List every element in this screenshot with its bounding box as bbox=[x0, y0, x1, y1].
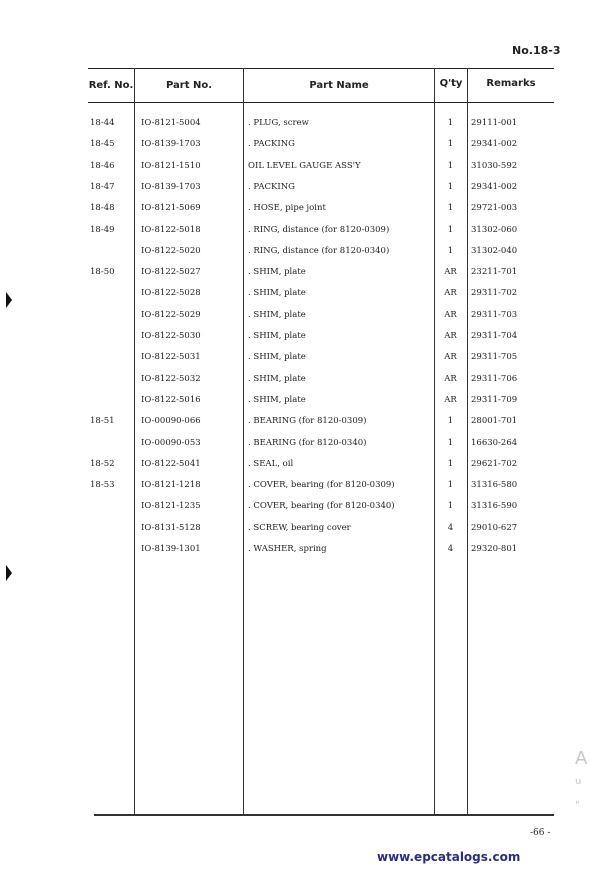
ref-cell: 18-50 bbox=[90, 267, 115, 278]
remarks-cell: 29320-801 bbox=[471, 544, 518, 554]
table-row bbox=[88, 263, 554, 284]
qty-cell: 1 bbox=[447, 480, 454, 491]
table-row bbox=[88, 157, 554, 178]
qty-cell: 4 bbox=[447, 522, 454, 533]
table-bottom-rule bbox=[94, 814, 554, 816]
part-name-cell: . PLUG, screw bbox=[248, 118, 309, 128]
part-no-cell: IO-8122-5031 bbox=[141, 352, 201, 363]
remarks-cell: 29341-002 bbox=[471, 181, 518, 192]
table-row bbox=[88, 114, 554, 135]
remarks-cell: 29311-705 bbox=[471, 352, 518, 363]
remarks-cell: 29621-702 bbox=[471, 458, 518, 469]
remarks-cell: 29311-703 bbox=[471, 309, 518, 320]
edge-text: A bbox=[575, 748, 588, 769]
table-row bbox=[88, 242, 554, 263]
table-header-rule bbox=[88, 102, 554, 103]
part-no-cell: IO-8121-1218 bbox=[141, 480, 201, 491]
qty-cell: AR bbox=[444, 309, 457, 320]
part-no-cell: IO-00090-066 bbox=[141, 416, 201, 427]
part-name-cell: . SHIM, plate bbox=[248, 267, 306, 278]
table-row bbox=[88, 476, 554, 497]
column-header-remarks: Remarks bbox=[486, 78, 536, 89]
qty-cell: 1 bbox=[447, 203, 454, 214]
ref-cell: 18-46 bbox=[90, 160, 115, 171]
qty-cell: 1 bbox=[447, 501, 454, 512]
part-name-cell: . SHIM, plate bbox=[248, 331, 306, 341]
ref-cell: 18-44 bbox=[90, 118, 115, 128]
part-no-cell: IO-8121-5069 bbox=[141, 203, 201, 214]
remarks-cell: 31030-592 bbox=[471, 160, 518, 171]
qty-cell: AR bbox=[444, 288, 457, 299]
ref-cell: 18-45 bbox=[90, 139, 115, 150]
qty-cell: AR bbox=[444, 352, 457, 363]
qty-cell: 1 bbox=[447, 437, 454, 448]
table-row bbox=[88, 135, 554, 156]
part-name-cell: . BEARING (for 8120-0309) bbox=[248, 416, 367, 427]
edge-text: " bbox=[575, 800, 580, 811]
qty-cell: 1 bbox=[447, 118, 454, 128]
part-name-cell: . SCREW, bearing cover bbox=[248, 522, 351, 533]
part-no-cell: IO-8139-1301 bbox=[141, 544, 201, 554]
part-no-cell: IO-8122-5027 bbox=[141, 267, 201, 278]
table-row bbox=[88, 497, 554, 518]
qty-cell: AR bbox=[444, 331, 457, 341]
part-name-cell: . SEAL, oil bbox=[248, 458, 294, 469]
table-row bbox=[88, 221, 554, 242]
table-row bbox=[88, 391, 554, 412]
qty-cell: 1 bbox=[447, 416, 454, 427]
part-no-cell: IO-8122-5020 bbox=[141, 245, 201, 256]
column-header-qty: Q'ty bbox=[439, 78, 463, 89]
part-name-cell: . SHIM, plate bbox=[248, 373, 306, 384]
part-no-cell: IO-8121-1235 bbox=[141, 501, 201, 512]
table-row bbox=[88, 412, 554, 433]
page-number: -66 - bbox=[530, 828, 551, 838]
remarks-cell: 31302-060 bbox=[471, 224, 518, 235]
part-name-cell: . BEARING (for 8120-0340) bbox=[248, 437, 367, 448]
remarks-cell: 29721-003 bbox=[471, 203, 518, 214]
table-row bbox=[88, 306, 554, 327]
part-name-cell: . SHIM, plate bbox=[248, 394, 306, 405]
table-row bbox=[88, 327, 554, 348]
qty-cell: 1 bbox=[447, 181, 454, 192]
part-no-cell: IO-8122-5018 bbox=[141, 224, 201, 235]
qty-cell: 1 bbox=[447, 139, 454, 150]
part-no-cell: IO-8139-1703 bbox=[141, 139, 201, 150]
ref-cell: 18-49 bbox=[90, 224, 115, 235]
part-name-cell: . COVER, bearing (for 8120-0309) bbox=[248, 480, 395, 491]
part-name-cell: . PACKING bbox=[248, 139, 295, 150]
part-no-cell: IO-8139-1703 bbox=[141, 181, 201, 192]
table-row bbox=[88, 519, 554, 540]
part-no-cell: IO-8122-5041 bbox=[141, 458, 201, 469]
part-no-cell: IO-8131-5128 bbox=[141, 522, 201, 533]
edge-text: u bbox=[575, 776, 582, 787]
ref-cell: 18-48 bbox=[90, 203, 115, 214]
column-header-ref: Ref. No. bbox=[88, 80, 134, 91]
remarks-cell: 23211-701 bbox=[471, 267, 518, 278]
ref-cell: 18-52 bbox=[90, 458, 115, 469]
part-no-cell: IO-00090-053 bbox=[141, 437, 201, 448]
part-no-cell: IO-8122-5032 bbox=[141, 373, 201, 384]
table-row bbox=[88, 178, 554, 199]
remarks-cell: 16630-264 bbox=[471, 437, 518, 448]
table-row bbox=[88, 370, 554, 391]
part-name-cell: OIL LEVEL GAUGE ASS'Y bbox=[248, 160, 361, 171]
remarks-cell: 31302-040 bbox=[471, 245, 518, 256]
table-row bbox=[88, 455, 554, 476]
part-name-cell: . COVER, bearing (for 8120-0340) bbox=[248, 501, 395, 512]
table-row bbox=[88, 284, 554, 305]
remarks-cell: 29311-709 bbox=[471, 394, 518, 405]
part-name-cell: . SHIM, plate bbox=[248, 352, 306, 363]
part-name-cell: . SHIM, plate bbox=[248, 309, 306, 320]
ref-cell: 18-53 bbox=[90, 480, 115, 491]
qty-cell: AR bbox=[444, 394, 457, 405]
part-name-cell: . PACKING bbox=[248, 181, 295, 192]
part-no-cell: IO-8121-1510 bbox=[141, 160, 201, 171]
remarks-cell: 31316-580 bbox=[471, 480, 518, 491]
qty-cell: 1 bbox=[447, 245, 454, 256]
ref-cell: 18-51 bbox=[90, 416, 115, 427]
remarks-cell: 29311-706 bbox=[471, 373, 518, 384]
page-code: No.18-3 bbox=[512, 44, 561, 57]
ref-cell: 18-47 bbox=[90, 181, 115, 192]
column-header-part-name: Part Name bbox=[309, 80, 369, 91]
part-name-cell: . SHIM, plate bbox=[248, 288, 306, 299]
table-row bbox=[88, 434, 554, 455]
table-top-rule bbox=[88, 68, 554, 69]
table-row bbox=[88, 348, 554, 369]
part-name-cell: . WASHER, spring bbox=[248, 544, 327, 554]
part-name-cell: . RING, distance (for 8120-0340) bbox=[248, 245, 390, 256]
table-row bbox=[88, 540, 554, 561]
remarks-cell: 29111-001 bbox=[471, 118, 518, 128]
table-row bbox=[88, 199, 554, 220]
qty-cell: AR bbox=[444, 267, 457, 278]
binding-mark-icon bbox=[6, 292, 12, 308]
remarks-cell: 29311-702 bbox=[471, 288, 518, 299]
part-name-cell: . RING, distance (for 8120-0309) bbox=[248, 224, 390, 235]
parts-table bbox=[88, 68, 554, 816]
remarks-cell: 29341-002 bbox=[471, 139, 518, 150]
part-no-cell: IO-8122-5029 bbox=[141, 309, 201, 320]
remarks-cell: 29010-627 bbox=[471, 522, 518, 533]
qty-cell: AR bbox=[444, 373, 457, 384]
qty-cell: 1 bbox=[447, 224, 454, 235]
part-no-cell: IO-8122-5028 bbox=[141, 288, 201, 299]
qty-cell: 1 bbox=[447, 458, 454, 469]
part-no-cell: IO-8122-5030 bbox=[141, 331, 201, 341]
column-header-part-no: Part No. bbox=[165, 80, 213, 91]
qty-cell: 1 bbox=[447, 160, 454, 171]
remarks-cell: 29311-704 bbox=[471, 331, 518, 341]
remarks-cell: 31316-590 bbox=[471, 501, 518, 512]
part-no-cell: IO-8121-5004 bbox=[141, 118, 201, 128]
qty-cell: 4 bbox=[447, 544, 454, 554]
watermark-text: www.epcatalogs.com bbox=[377, 850, 521, 864]
part-name-cell: . HOSE, pipe joint bbox=[248, 203, 326, 214]
binding-mark-icon bbox=[6, 565, 12, 581]
remarks-cell: 28001-701 bbox=[471, 416, 518, 427]
part-no-cell: IO-8122-5016 bbox=[141, 394, 201, 405]
